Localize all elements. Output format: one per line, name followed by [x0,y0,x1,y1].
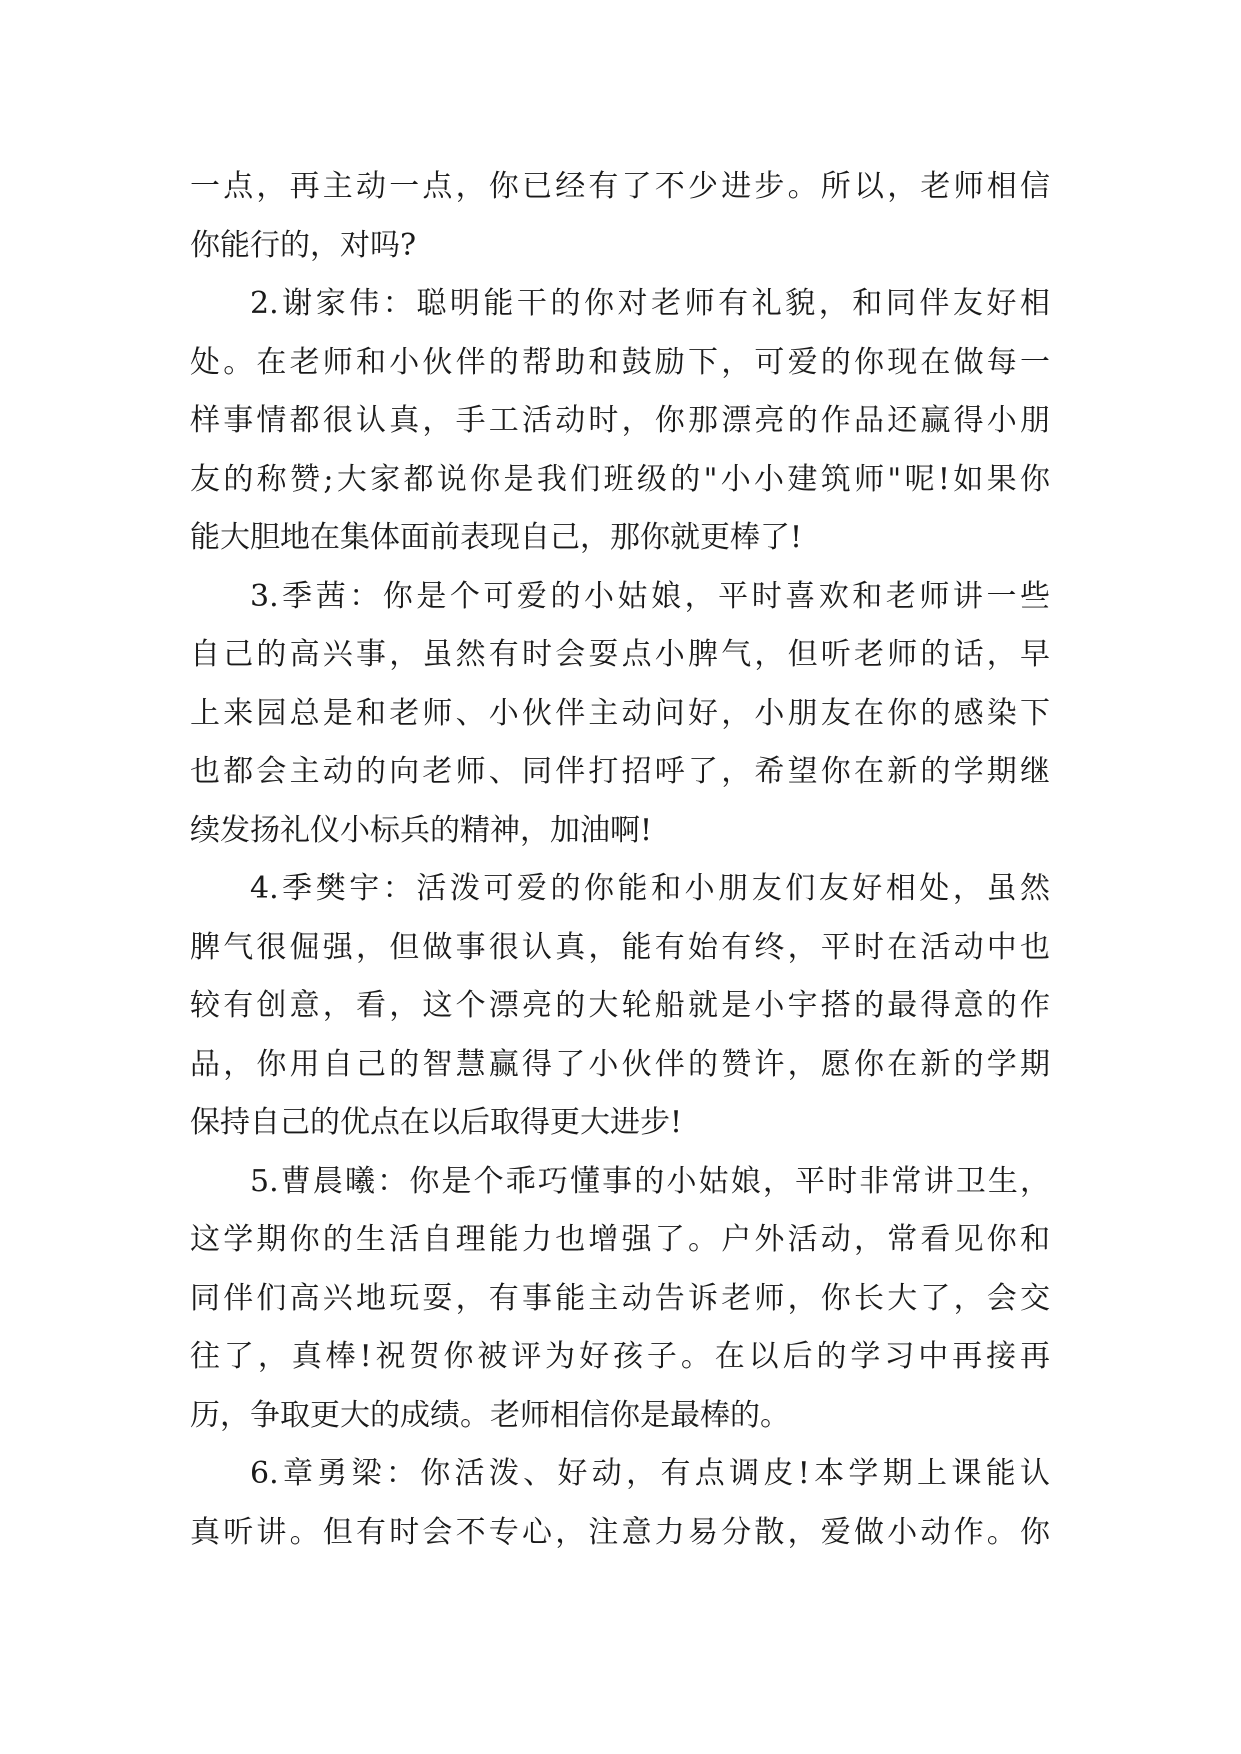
text-line-4: 处。在老师和小伙伴的帮助和鼓励下，可爱的你现在做每一 [190,344,1050,380]
text-line-7: 能大胆地在集体面前表现自己，那你就更棒了! [190,520,803,555]
text-line-1: 一点，再主动一点，你已经有了不少进步。所以，老师相信 [190,169,1050,204]
text-line-19: 这学期你的生活自理能力也增强了。户外活动，常看见你和 [190,1222,1050,1257]
text-line-2: 你能行的，对吗? [190,227,417,263]
text-line-12: 续发扬礼仪小标兵的精神，加油啊! [190,812,653,848]
text-line-9: 自己的高兴事，虽然有时会耍点小脾气，但听老师的话，早 [190,637,1050,672]
text-line-24: 真听讲。但有时会不专心，注意力易分散，爱做小动作。你 [190,1514,1050,1550]
text-line-3: 2.谢家伟：聪明能干的你对老师有礼貌，和同伴友好相 [250,286,1050,321]
text-line-5: 样事情都很认真，手工活动时，你那漂亮的作品还赢得小朋 [190,403,1050,438]
text-line-13: 4.季樊宇：活泼可爱的你能和小朋友们友好相处，虽然 [250,871,1050,906]
document-body [190,158,1050,1562]
text-line-11: 也都会主动的向老师、同伴打招呼了，希望你在新的学期继 [190,754,1050,789]
text-line-16: 品，你用自己的智慧赢得了小伙伴的赞许，愿你在新的学期 [190,1046,1050,1082]
text-line-18: 5.曹晨曦：你是个乖巧懂事的小姑娘，平时非常讲卫生， [250,1163,1050,1199]
text-line-10: 上来园总是和老师、小伙伴主动问好，小朋友在你的感染下 [190,695,1050,731]
text-line-8: 3.季茜：你是个可爱的小姑娘，平时喜欢和老师讲一些 [250,578,1050,614]
text-line-21: 往了，真棒!祝贺你被评为好孩子。在以后的学习中再接再 [190,1339,1050,1374]
text-line-23: 6.章勇梁：你活泼、好动，有点调皮!本学期上课能认 [250,1456,1050,1491]
text-line-15: 较有创意，看，这个漂亮的大轮船就是小宇搭的最得意的作 [190,988,1050,1023]
text-line-6: 友的称赞;大家都说你是我们班级的"小小建筑师"呢!如果你 [190,461,1050,497]
text-line-22: 历，争取更大的成绩。老师相信你是最棒的。 [190,1397,790,1433]
text-line-14: 脾气很倔强，但做事很认真，能有始有终，平时在活动中也 [190,929,1050,965]
text-line-20: 同伴们高兴地玩耍，有事能主动告诉老师，你长大了，会交 [190,1280,1050,1316]
text-line-17: 保持自己的优点在以后取得更大进步! [190,1105,683,1140]
